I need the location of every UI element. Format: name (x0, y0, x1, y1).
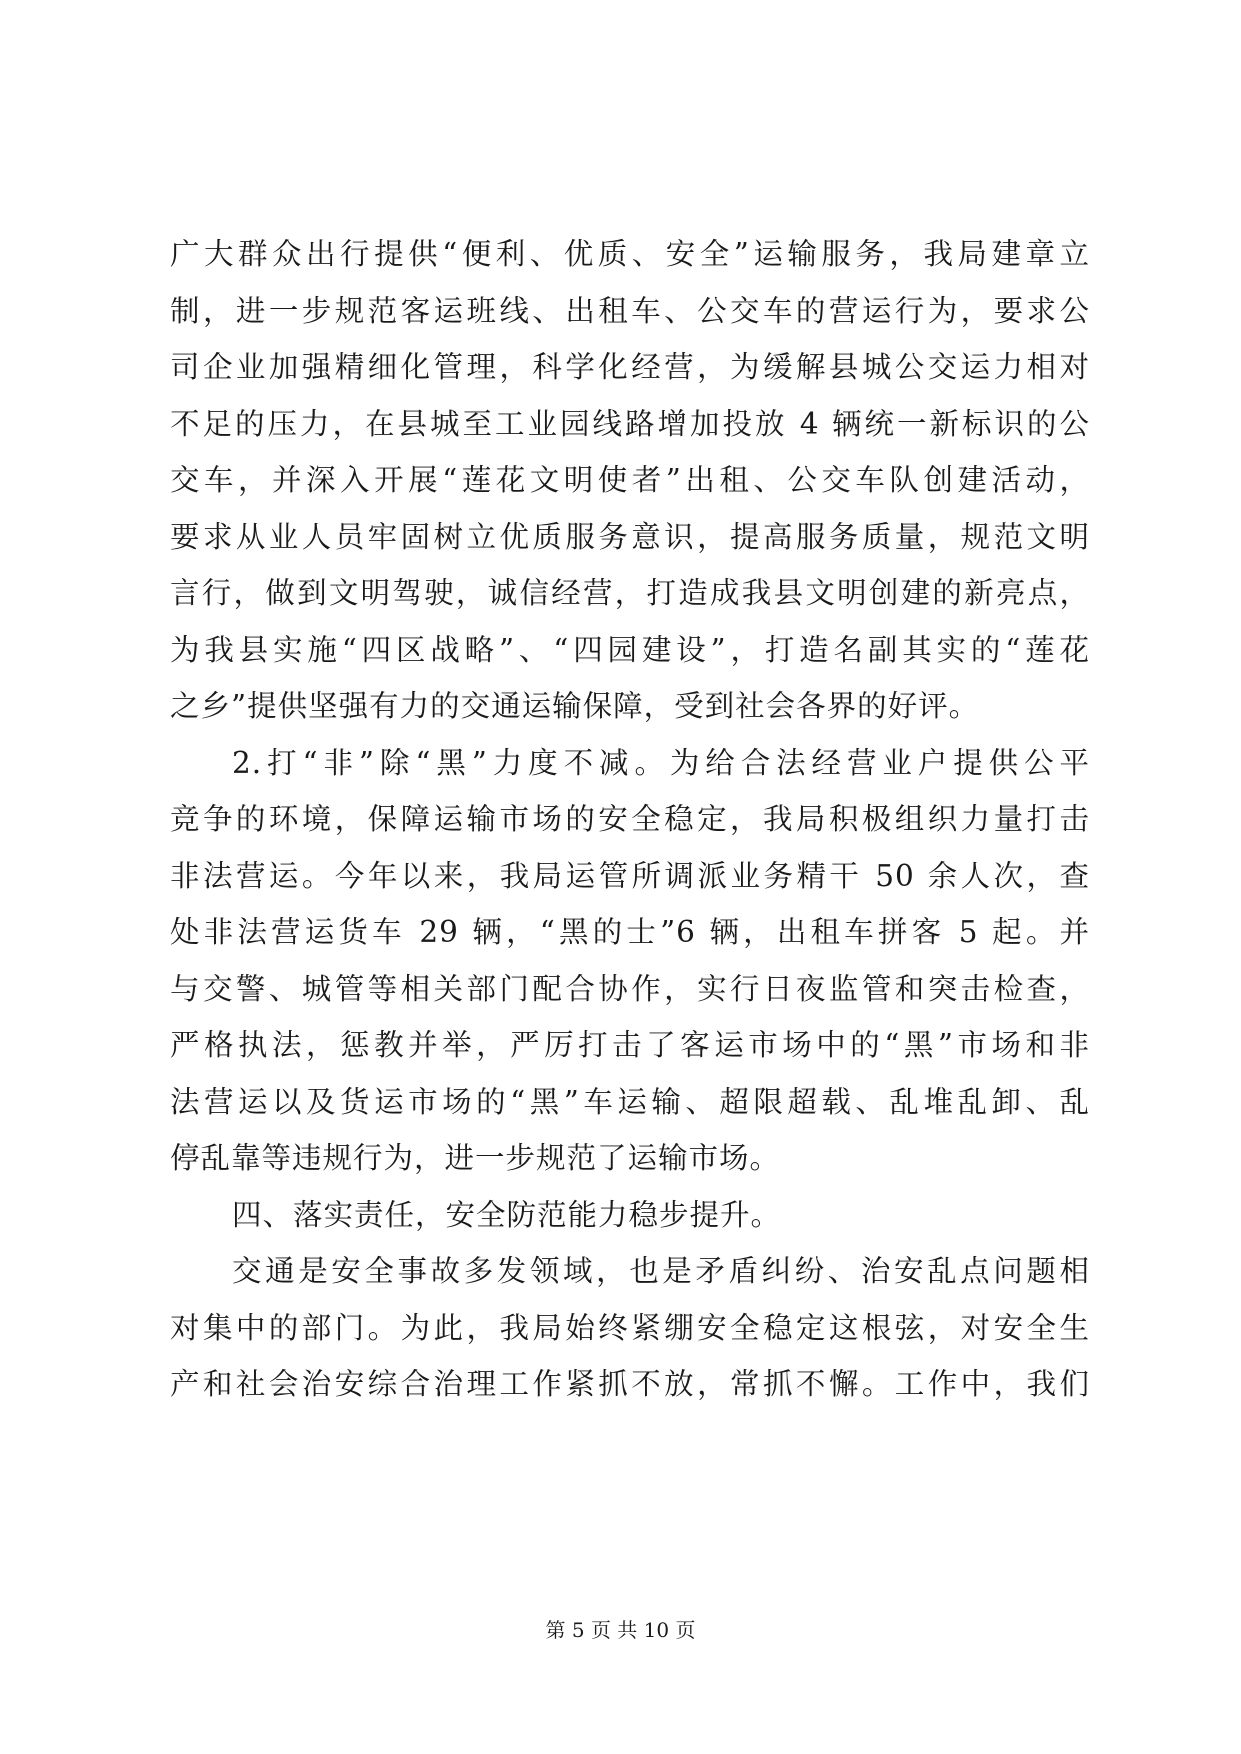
text-line: 不足的压力，在县城至工业园线路增加投放 4 辆统一新标识的公 (170, 406, 1090, 441)
text-line: 与交警、城管等相关部门配合协作，实行日夜监管和突击检查， (170, 971, 1090, 1006)
text-line: 竞争的环境，保障运输市场的安全稳定，我局积极组织力量打击 (170, 802, 1090, 836)
body-text (170, 226, 1090, 1413)
text-line: 产和社会治安综合治理工作紧抓不放，常抓不懈。工作中，我们 (170, 1367, 1090, 1401)
text-line: 言行，做到文明驾驶，诚信经营，打造成我县文明创建的新亮点， (170, 576, 1090, 610)
section-heading: 四、落实责任，安全防范能力稳步提升。 (232, 1197, 782, 1232)
page-footer: 第 5 页 共 10 页 (545, 1618, 696, 1642)
text-line: 法营运以及货运市场的“黑”车运输、超限超载、乱堆乱卸、乱 (170, 1084, 1090, 1119)
text-line: 交通是安全事故多发领域，也是矛盾纠纷、治安乱点问题相 (232, 1254, 1090, 1288)
text-line: 严格执法，惩教并举，严厉打击了客运市场中的“黑”市场和非 (170, 1028, 1090, 1062)
text-line: 要求从业人员牢固树立优质服务意识，提高服务质量，规范文明 (170, 519, 1090, 554)
text-line: 制，进一步规范客运班线、出租车、公交车的营运行为，要求公 (170, 293, 1090, 328)
text-line: 为我县实施“四区战略”、“四园建设”，打造名副其实的“莲花 (170, 632, 1090, 667)
text-line: 交车，并深入开展“莲花文明使者”出租、公交车队创建活动， (170, 463, 1090, 497)
text-line: 之乡”提供坚强有力的交通运输保障，受到社会各界的好评。 (170, 689, 980, 723)
text-line: 处非法营运货车 29 辆，“黑的士”6 辆，出租车拼客 5 起。并 (170, 915, 1090, 949)
text-line: 停乱靠等违规行为，进一步规范了运输市场。 (170, 1141, 781, 1175)
text-line: 2.打“非”除“黑”力度不减。为给合法经营业户提供公平 (232, 745, 1090, 780)
text-line: 对集中的部门。为此，我局始终紧绷安全稳定这根弦，对安全生 (170, 1310, 1090, 1345)
text-line: 非法营运。今年以来，我局运管所调派业务精干 50 余人次，查 (170, 858, 1090, 893)
text-line: 广大群众出行提供“便利、优质、安全”运输服务，我局建章立 (170, 237, 1090, 271)
text-line: 司企业加强精细化管理，科学化经营，为缓解县城公交运力相对 (170, 350, 1090, 384)
